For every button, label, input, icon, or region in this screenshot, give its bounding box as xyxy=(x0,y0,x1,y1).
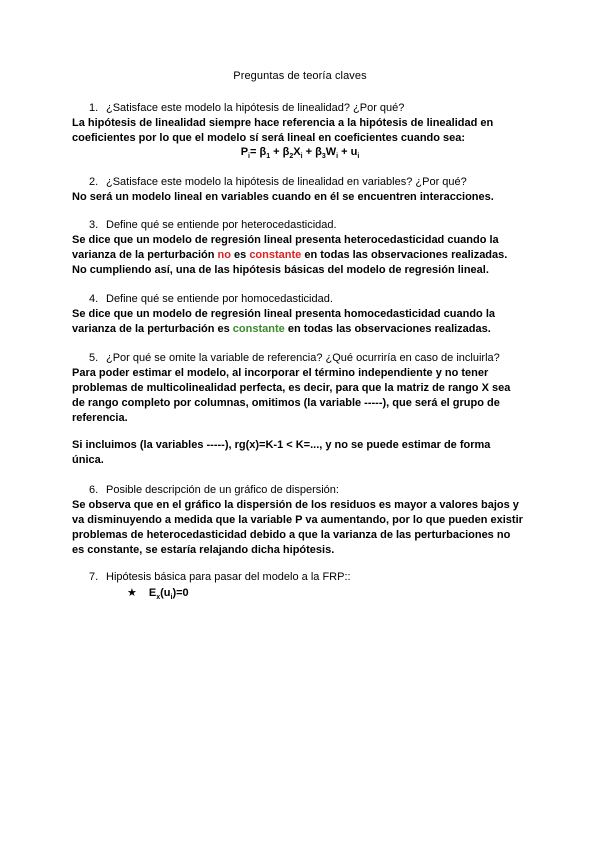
question-number: 1. xyxy=(89,102,99,114)
answer-line: Se observa que en el gráfico la dispersión de los residuos es mayor a valores bajos y xyxy=(72,499,519,511)
highlight-constante: constante xyxy=(232,323,285,335)
answer-line: Si incluimos (la variables -----), rg(x)=K-1 < K=..., y no se puede estimar de forma xyxy=(72,439,491,451)
formula-sub: 2 xyxy=(289,153,294,161)
answer-line: La hipótesis de linealidad siempre hace referencia a la hipótesis de linealidad en xyxy=(72,117,494,129)
answer-line: referencia. xyxy=(72,412,128,424)
answer-line: Se dice que un modelo de regresión lineal presenta homocedasticidad cuando la xyxy=(72,308,495,320)
star-bullet-icon: ★ xyxy=(127,587,137,599)
formula-sub: i xyxy=(170,594,173,602)
question-2 xyxy=(89,176,467,188)
answer-line: No cumpliendo así, una de las hipótesis básicas del modelo de regresión lineal. xyxy=(72,264,489,276)
answer-5 xyxy=(72,366,542,426)
answer-text: en todas las observaciones realizadas. xyxy=(301,249,508,261)
formula-part: + β xyxy=(302,146,322,158)
answer-text: varianza de la perturbación es xyxy=(72,323,233,335)
highlight-constante: constante xyxy=(249,249,302,261)
question-text: ¿Por qué se omite la variable de referencia? ¿Qué ocurriría en caso de incluirla? xyxy=(106,352,500,364)
question-7 xyxy=(89,571,351,583)
answer-1 xyxy=(72,116,542,146)
bullet-item xyxy=(127,586,189,601)
question-6 xyxy=(89,484,339,496)
formula-part: P xyxy=(240,146,249,158)
answer-line: coeficientes por lo que el modelo sí será lineal en coeficientes cuando sea: xyxy=(72,132,466,144)
formula-part: + u xyxy=(338,146,358,158)
formula-part: )=0 xyxy=(172,587,189,599)
question-number: 5. xyxy=(89,352,99,364)
formula-sub: i xyxy=(357,153,360,161)
answer-line: de rango completo por columnas, omitimos (la variable -----), que será el grupo de xyxy=(72,397,500,409)
answer-line: problemas de heterocedasticidad debido a que la varianza de las perturbaciones no xyxy=(72,529,511,541)
question-text: Define qué se entiende por heterocedasticidad. xyxy=(106,219,337,231)
question-5 xyxy=(89,352,500,364)
question-number: 3. xyxy=(89,219,99,231)
formula-part: E xyxy=(148,587,157,599)
answer-line: es constante, se estaría relajando dicha hipótesis. xyxy=(72,544,335,556)
question-text: Hipótesis básica para pasar del modelo a la FRP:: xyxy=(106,571,351,583)
answer-line: problemas de multicolinealidad perfecta, es decir, para que la matriz de rango X sea xyxy=(72,382,511,394)
question-number: 6. xyxy=(89,484,99,496)
answer-line: Para poder estimar el modelo, al incorporar el término independiente y no tener xyxy=(72,367,489,379)
question-1 xyxy=(89,102,404,114)
formula-sub: i xyxy=(248,153,250,161)
answer-text: es xyxy=(230,249,250,261)
answer-line xyxy=(72,322,542,337)
formula-part: W xyxy=(325,146,337,158)
answer-line: Se dice que un modelo de regresión lineal presenta heterocedasticidad cuando la xyxy=(72,234,499,246)
answer-6 xyxy=(72,498,542,558)
answer-line: única. xyxy=(72,454,104,466)
question-text: ¿Satisface este modelo la hipótesis de linealidad? ¿Por qué? xyxy=(106,102,405,114)
question-text: Define qué se entiende por homocedasticidad. xyxy=(106,293,333,305)
question-3 xyxy=(89,219,337,231)
formula-sub: i xyxy=(300,153,303,161)
answer-line: No será un modelo lineal en variables cuando en él se encuentren interacciones. xyxy=(72,191,494,203)
question-number: 7. xyxy=(89,571,99,583)
answer-3 xyxy=(72,233,542,278)
formula-part: + β xyxy=(270,146,290,158)
answer-text: varianza de la perturbación xyxy=(72,249,218,261)
formula-part: X xyxy=(293,146,301,158)
question-text: Posible descripción de un gráfico de dispersión: xyxy=(106,484,339,496)
highlight-no: no xyxy=(217,249,231,261)
formula-sub: i xyxy=(336,153,339,161)
question-number: 2. xyxy=(89,176,99,188)
page-title: Preguntas de teoría claves xyxy=(233,70,367,82)
formula-sub: 1 xyxy=(266,153,271,161)
answer-text: en todas las observaciones realizadas. xyxy=(284,323,491,335)
formula-sub: x xyxy=(156,594,161,602)
answer-line xyxy=(72,248,542,263)
question-number: 4. xyxy=(89,293,99,305)
formula-sub: 3 xyxy=(321,153,326,161)
answer-2 xyxy=(72,190,542,205)
answer-line: va disminuyendo a medida que la variable P va aumentando, por lo que pueden existir xyxy=(72,514,523,526)
answer-5b xyxy=(72,438,542,468)
linear-model-formula xyxy=(0,146,600,160)
formula-part: (u xyxy=(160,587,171,599)
answer-4 xyxy=(72,307,542,337)
formula-part: = β xyxy=(250,146,267,158)
question-4 xyxy=(89,293,333,305)
question-text: ¿Satisface este modelo la hipótesis de linealidad en variables? ¿Por qué? xyxy=(106,176,467,188)
